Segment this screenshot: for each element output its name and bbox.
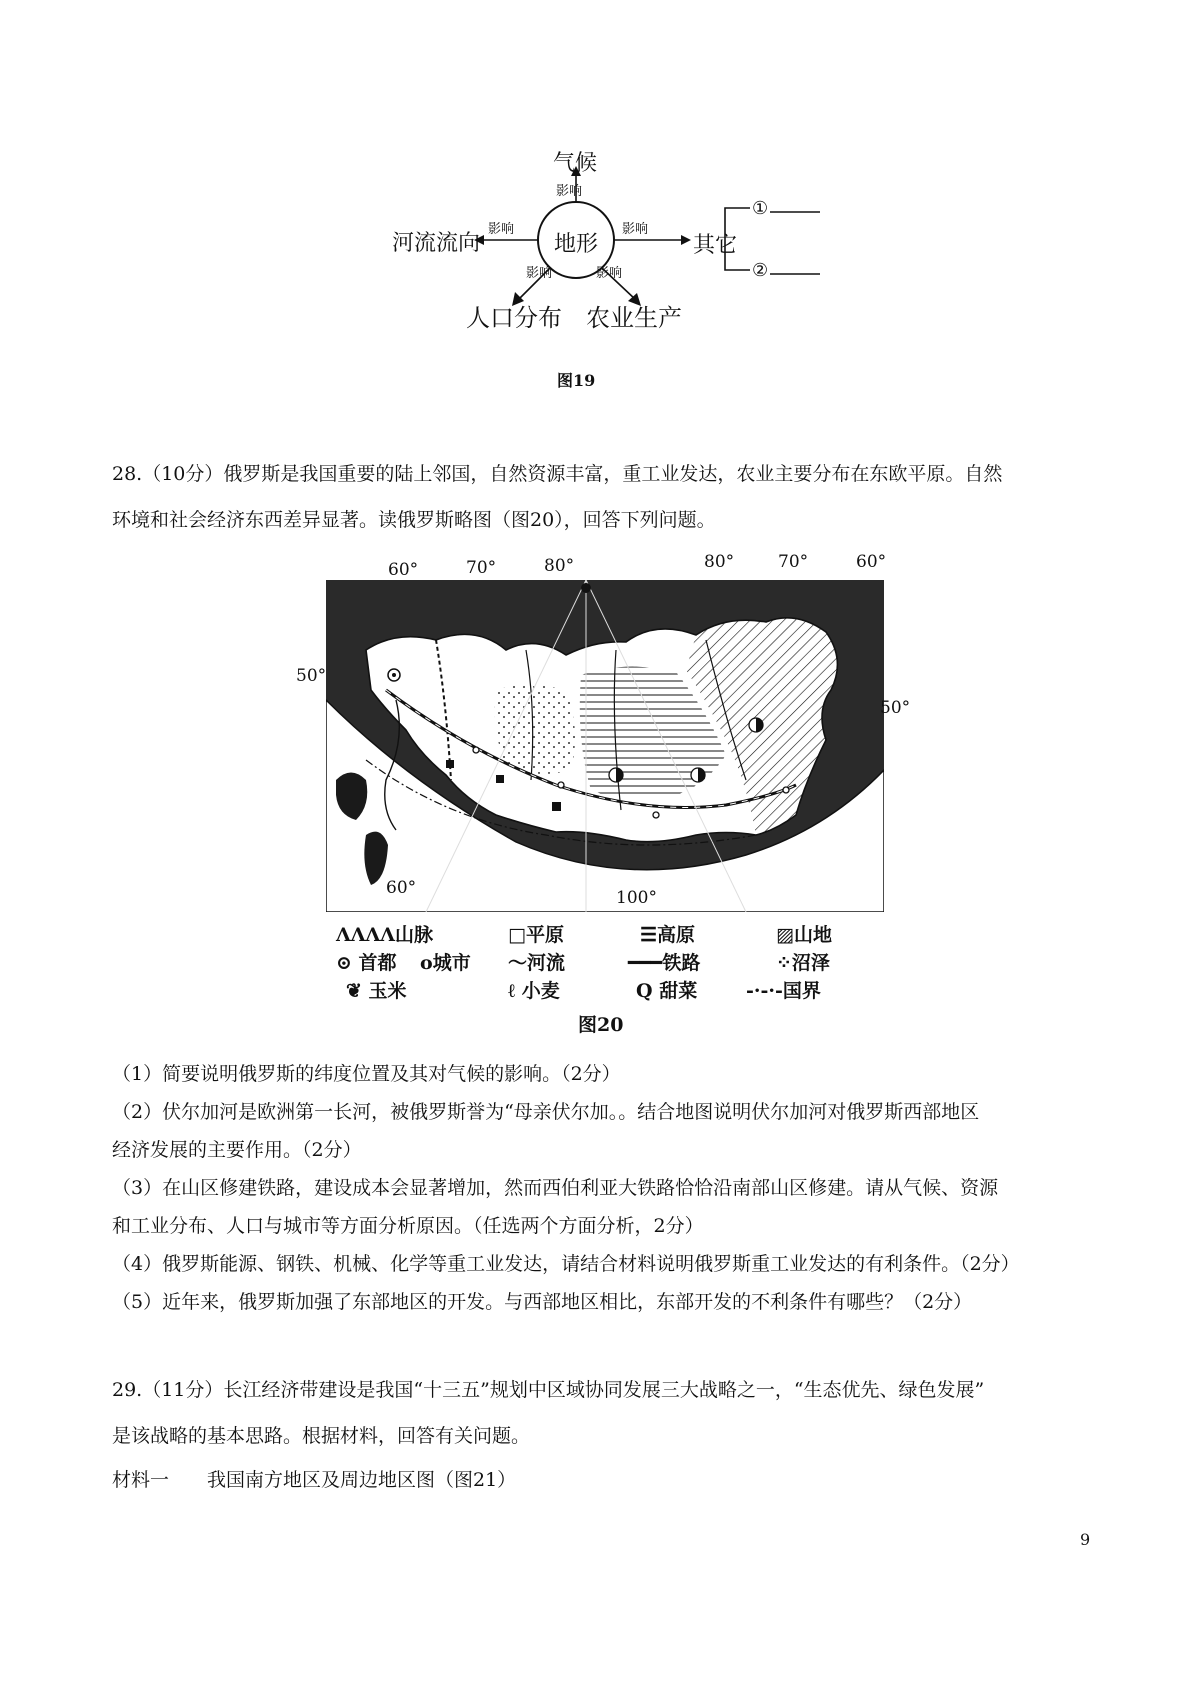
q28-line1: 28.（10分）俄罗斯是我国重要的陆上邻国，自然资源丰富，重工业发达，农业主要分布在东欧平原。自然 xyxy=(112,463,1003,485)
legend-corn-label: 玉米 xyxy=(368,980,407,1002)
figure-20-caption: 图20 xyxy=(578,1014,624,1036)
legend-mountain-symbol: ΛΛΛΛ xyxy=(336,924,395,946)
legend-mountain-land-label: 山地 xyxy=(793,924,832,946)
deg-bottom-mid: 100° xyxy=(616,888,657,908)
node-climate: 气候 xyxy=(553,151,598,176)
legend-railway xyxy=(628,948,700,975)
deg-right: 50° xyxy=(880,698,911,718)
legend-wheat-symbol: ℓ xyxy=(508,980,516,1002)
blank-1: ① xyxy=(752,198,769,219)
legend-swamp-symbol: ⁘ xyxy=(776,952,792,974)
node-other: 其它 xyxy=(693,233,738,258)
legend-beet-label: 甜菜 xyxy=(659,980,698,1002)
legend-capital-label: 首都 xyxy=(358,952,397,974)
legend-swamp xyxy=(776,948,830,975)
legend-corn xyxy=(346,976,407,1003)
q28-line2: 环境和社会经济东西差异显著。读俄罗斯略图（图20），回答下列问题。 xyxy=(112,509,716,531)
legend-plain-symbol: □ xyxy=(508,924,526,946)
page-number: 9 xyxy=(1080,1530,1091,1549)
node-river-flow: 河流流向 xyxy=(392,231,481,256)
legend-border-symbol: -·-·- xyxy=(746,980,783,1002)
node-agriculture: 农业生产 xyxy=(586,304,682,332)
deg-bottom-left: 60° xyxy=(386,878,417,898)
legend-plateau xyxy=(640,920,695,947)
q28-sub3-line1: （3）在山区修建铁路，建设成本会显著增加，然而西伯利亚大铁路恰恰沿南部山区修建。请从气候、资源 xyxy=(112,1177,999,1199)
legend-railway-symbol: ━━━ xyxy=(628,952,663,974)
legend-beet-symbol: Q xyxy=(636,980,653,1002)
q28-sub1: （1）简要说明俄罗斯的纬度位置及其对气候的影响。（2分） xyxy=(112,1063,621,1085)
blank-2: ② xyxy=(752,260,769,281)
legend-wheat xyxy=(508,976,560,1003)
deg-top-5: 70° xyxy=(778,552,809,572)
deg-top-6: 60° xyxy=(856,552,887,572)
legend-capital xyxy=(336,948,397,975)
q29-material1: 材料一 我国南方地区及周边地区图（图21） xyxy=(112,1469,517,1491)
q28-sub4: （4）俄罗斯能源、钢铁、机械、化学等重工业发达，请结合材料说明俄罗斯重工业发达的有利条件。（2分） xyxy=(112,1253,1020,1275)
label-influence-left: 影响 xyxy=(488,222,515,237)
q29-line2: 是该战略的基本思路。根据材料，回答有关问题。 xyxy=(112,1425,531,1447)
deg-left: 50° xyxy=(296,666,327,686)
label-influence-bottom-left: 影响 xyxy=(526,266,553,281)
legend-city-label: 城市 xyxy=(432,952,471,974)
deg-top-3: 80° xyxy=(544,556,575,576)
legend-border xyxy=(746,976,821,1003)
deg-top-2: 70° xyxy=(466,558,497,578)
legend-capital-symbol: ⊙ xyxy=(336,952,352,974)
deg-top-4: 80° xyxy=(704,552,735,572)
legend-mountain-land-symbol: ▨ xyxy=(776,924,794,946)
legend-mountain-label: 山脉 xyxy=(394,924,433,946)
legend-plateau-symbol: ☰ xyxy=(640,924,658,946)
legend-river xyxy=(508,948,565,975)
q28-sub2-line1: （2）伏尔加河是欧洲第一长河，被俄罗斯誉为“母亲伏尔加。。结合地图说明伏尔加河对俄罗斯西部地区 xyxy=(112,1101,980,1123)
legend-railway-label: 铁路 xyxy=(662,952,701,974)
legend-border-label: 国界 xyxy=(782,980,821,1002)
legend-plateau-label: 高原 xyxy=(657,924,696,946)
legend-city xyxy=(420,948,471,975)
legend-wheat-label: 小麦 xyxy=(521,980,560,1002)
russia-map xyxy=(326,580,884,912)
node-population: 人口分布 xyxy=(466,304,562,332)
q29-line1: 29.（11分）长江经济带建设是我国“十三五”规划中区域协同发展三大战略之一，“生态优先、绿色发展” xyxy=(112,1379,985,1401)
label-influence-bottom-right: 影响 xyxy=(596,266,623,281)
legend-mountain xyxy=(336,920,433,947)
q28-sub2-line2: 经济发展的主要作用。（2分） xyxy=(112,1139,362,1161)
legend-plain xyxy=(508,920,564,947)
node-terrain: 地形 xyxy=(554,232,599,257)
legend-mountain-land xyxy=(776,920,832,947)
legend-river-label: 河流 xyxy=(527,952,566,974)
legend-river-symbol: 〜 xyxy=(508,952,528,974)
label-influence-up: 影响 xyxy=(556,184,583,199)
deg-top-1: 60° xyxy=(388,560,419,580)
q28-sub3-line2: 和工业分布、人口与城市等方面分析原因。（任选两个方面分析，2分） xyxy=(112,1215,704,1237)
legend-swamp-label: 沼泽 xyxy=(791,952,830,974)
legend-corn-symbol: ❦ xyxy=(346,980,362,1002)
q28-sub5: （5）近年来，俄罗斯加强了东部地区的开发。与西部地区相比，东部开发的不利条件有哪些？（2分） xyxy=(112,1291,973,1313)
figure-19-caption: 图19 xyxy=(557,371,596,390)
legend-city-symbol: o xyxy=(420,952,433,974)
label-influence-right: 影响 xyxy=(622,222,649,237)
legend-plain-label: 平原 xyxy=(525,924,564,946)
deg-bottom-right: 140° xyxy=(840,878,881,898)
legend-beet xyxy=(636,976,697,1003)
